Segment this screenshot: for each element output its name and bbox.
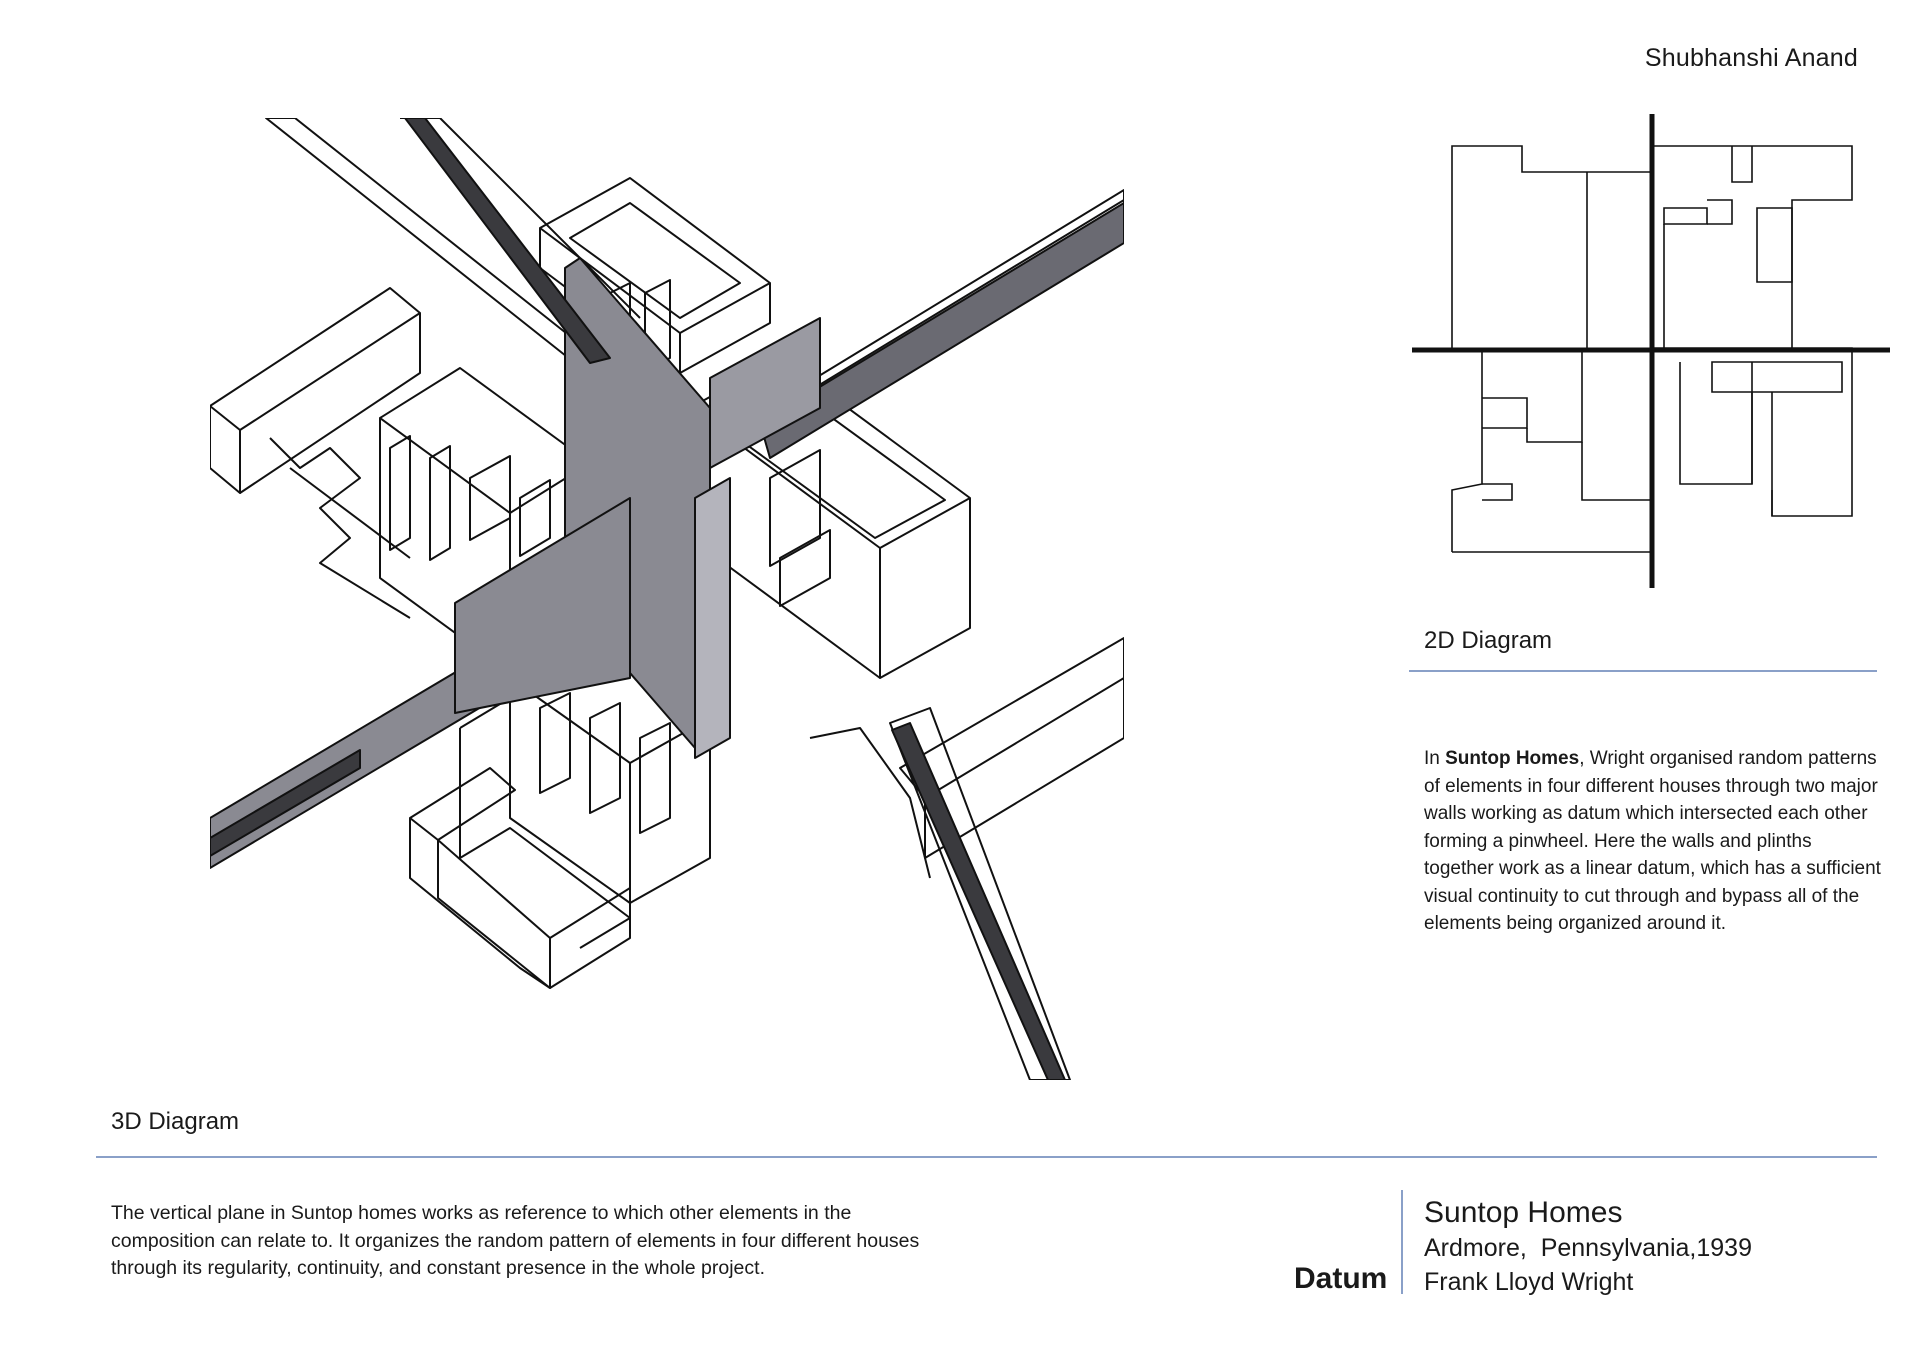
isometric-diagram <box>210 118 1124 1080</box>
divider-right <box>1409 670 1877 672</box>
description-2d <box>1424 745 1884 938</box>
datum-wall-lower <box>695 478 730 758</box>
plan-house-bottom-left <box>1452 348 1482 552</box>
author-name: Shubhanshi Anand <box>1644 44 1858 72</box>
caption-2d-diagram: 2D Diagram <box>1424 627 1553 654</box>
upper-left-lane <box>266 118 595 356</box>
caption-3d-diagram: 3D Diagram <box>111 1108 240 1135</box>
topic-label: Datum <box>1294 1262 1388 1295</box>
left-plinth <box>210 288 420 430</box>
project-location: Ardmore, Pennsylvania,1939 <box>1424 1234 1752 1262</box>
title-divider <box>1401 1190 1403 1294</box>
description-3d: The vertical plane in Suntop homes works as reference to which other elements in the composition can relate to. It organizes the random pattern of elements in four different houses through its regularity, continuity, and constant presence in the whole project. <box>111 1202 920 1279</box>
left-house <box>380 368 590 513</box>
lower-left-plinth <box>410 768 515 840</box>
description-2d-bold: Suntop Homes <box>1445 748 1580 769</box>
project-architect: Frank Lloyd Wright <box>1424 1268 1634 1296</box>
divider-bottom <box>96 1156 1877 1158</box>
description-2d-rest: , Wright organised random patterns of elements in four different houses through two major walls working as datum which intersected each other forming a pinwheel. Here the walls and plinths together work as a linear datum, which has a sufficient visual continuity to cut through and bypass all of the elements being organized around it. <box>1424 748 1881 934</box>
datum-lane-dark <box>405 118 610 363</box>
plan-house-top-left <box>1452 146 1652 348</box>
project-title: Suntop Homes <box>1424 1196 1623 1229</box>
plan-diagram <box>1412 112 1890 590</box>
description-2d-prefix: In <box>1424 748 1446 769</box>
